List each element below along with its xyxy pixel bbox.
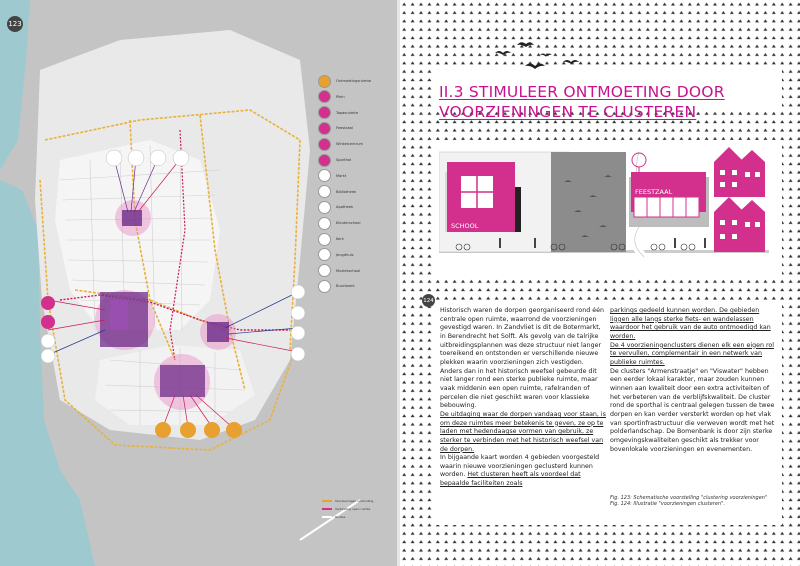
book-icon [318, 185, 331, 198]
legend-label: Bibliotheek [336, 189, 357, 194]
legend-label: Markt [336, 173, 347, 178]
map-legend-item [322, 497, 396, 505]
paragraph: De clusters "Armenstraatje" en "Viswater" hebben een eerder lokaal karakter, maar zouden kunnen winnen aan kwaliteit door een extra activiteiten of het verbeteren van de verblijfskwaliteit. De cluster rond de sporthal is centraal gelegen tussen de twee dorpen en kan verder versterkt worden op het vlak van sportinfrastructuur die verweven wordt met het polderlandschap. De Bomenbank is door zijn sterke omgevingskwaliteiten geschikt als trekker voor bovenlokale voorzieningen en evenementen. [610, 367, 775, 453]
sport-icon [318, 154, 331, 167]
legend-label: Tapasruimte [336, 110, 359, 115]
hat-icon [318, 280, 331, 293]
map-legend-label: Routes [335, 515, 346, 519]
dots-icon [318, 217, 331, 230]
legend-label: Ontmoetingsruimte [336, 79, 372, 83]
legend-label: Plein [336, 94, 345, 99]
paragraph: In bijgaande kaart worden 4 gebieden voorgesteld waarin nieuwe voorzieningen geclusterd kunnen worden. [440, 454, 600, 479]
legend-item [318, 153, 396, 167]
legend-item [318, 279, 396, 293]
shoe-icon [318, 138, 331, 151]
map-legend-item [322, 513, 396, 521]
map-legend-swatch [322, 500, 332, 502]
left-page-map [0, 0, 398, 566]
caption-fig-123: Fig. 123: Schematische voorstelling "clustering voorzieningen" [610, 495, 768, 501]
pill-icon [318, 201, 331, 214]
section-title [439, 82, 739, 122]
legend-label: Sporthal [336, 158, 352, 162]
title-line-1: II.3 STIMULEER ONTMOETING DOOR [439, 83, 725, 101]
legend-label: Winkelcentrum [336, 142, 364, 147]
map-legend-label: Voorzieningen verbinding [335, 499, 374, 503]
map-legend-label: Verbinding open ruimte [335, 507, 371, 511]
paragraph-underlined: Het clusteren heeft als voordeel dat bepaalde faciliteiten zoals [440, 471, 581, 488]
school-label: SCHOOL [451, 222, 479, 230]
party-icon [318, 122, 331, 135]
legend-item [318, 106, 396, 120]
music-icon [318, 264, 331, 277]
right-page-text [400, 0, 800, 566]
text-column-2 [610, 307, 776, 454]
page-number-badge: 123 [7, 16, 23, 32]
caption-fig-124: Fig. 124: Illustratie "voorzieningen clusteren". [610, 501, 725, 508]
map-legend-swatch [322, 516, 332, 518]
paragraph-underlined: De uitdaging waar de dorpen vandaag voor staan, is om deze ruimtes meer betekenis te geven, ze op te laden met hedendaagse vormen van gebruik, ze sterker te verbinden met het historisch weefsel van de dorpen. [440, 410, 606, 453]
legend-item [318, 169, 396, 183]
legend-item [318, 90, 396, 104]
feestzaal-building [629, 172, 709, 227]
paragraph: Historisch waren de dorpen georganiseerd rond één centrale open ruimte, waarrond de voorzieningen gevestigd waren. In Zandvliet is dit de Botermarkt, in Berendrecht het Solft. Als gevolg van de talrijke uitbreidingsplannen was deze structuur niet langer toereikend en ontstonden er verschillende nieuwe plekken waarin voorzieningen zich vestigden. Anders dan in het historisch weefsel gebeurde dit niet langer rond een sterke publieke ruimte, maar vaak middenin een open ruimte, rafelranden of percelen die niet geschikt waren voor klassieke bebouwing. [440, 307, 604, 410]
legend-item [318, 185, 396, 199]
figure-number-badge: 124 [422, 294, 435, 307]
figure-captions [610, 495, 780, 507]
map-legend [322, 497, 396, 521]
handshake-icon [318, 75, 331, 88]
youth-icon [318, 248, 331, 261]
legend-item [318, 137, 396, 151]
map-legend-swatch [322, 508, 332, 510]
school-building [445, 162, 521, 232]
title-line-2: VOORZIENINGEN TE CLUSTEREN [439, 103, 697, 121]
market-icon [318, 169, 331, 182]
cluster-illustration [439, 142, 769, 272]
legend-label: Muziekschool [336, 268, 361, 273]
cluster-east [200, 314, 236, 350]
legend-label: Kerk [336, 237, 344, 241]
cluster-south [154, 354, 210, 410]
legend-label: Kleuterschool [336, 221, 361, 226]
legend-label: Apotheek [336, 205, 354, 210]
square-icon [318, 90, 331, 103]
legend-item [318, 232, 396, 246]
legend-label: Jeugdhuis [336, 252, 354, 257]
feestzaal-label: FEESTZAAL [635, 188, 673, 196]
legend-item [318, 264, 396, 278]
paragraph-underlined: De 4 voorzieningenclusters dienen elk een eigen rol te vervullen, complementair in een netwerk van publieke ruimtes. [610, 341, 775, 366]
paragraph-underlined: parkings gedeeld kunnen worden. De gebieden liggen alle langs sterke fiets- en wandelassen waardoor het gebruik van de auto ontmoedigd kan worden. [610, 307, 771, 340]
cup-icon [318, 106, 331, 119]
map-legend-item [322, 505, 396, 513]
legend-item [318, 216, 396, 230]
legend-label: Feestzaal [336, 126, 353, 131]
legend-item [318, 200, 396, 214]
legend-item [318, 121, 396, 135]
legend-item [318, 248, 396, 262]
legend-item [318, 74, 396, 88]
church-icon [318, 233, 331, 246]
cluster-north [115, 200, 151, 236]
text-column-1 [440, 307, 606, 489]
legend-label: Buurtwerk [336, 284, 355, 289]
